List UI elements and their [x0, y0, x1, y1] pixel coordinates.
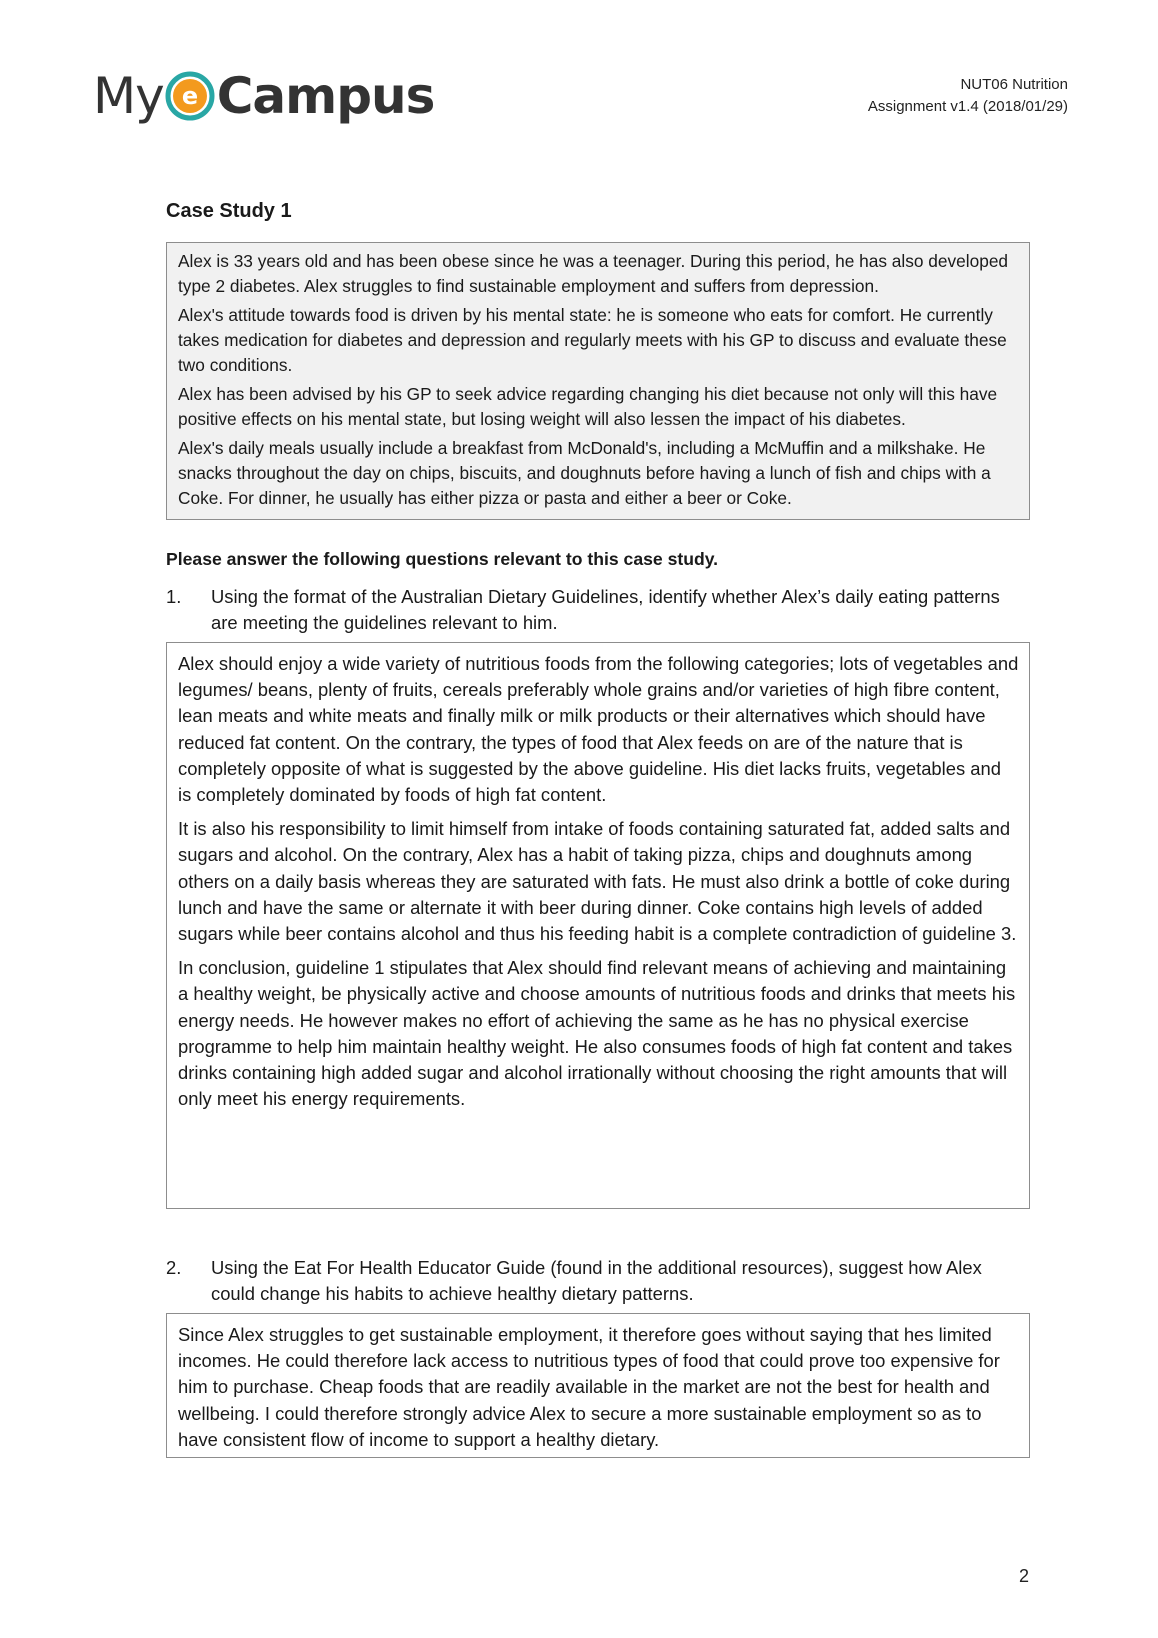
case-study-box	[166, 242, 1030, 520]
question-number: 2.	[166, 1257, 182, 1278]
answer-box-1[interactable]	[166, 642, 1030, 1209]
answer-paragraph: In conclusion, guideline 1 stipulates that Alex should find relevant means of achieving and maintaining a healthy weight, be physically active and choose amounts of nutritious foods and drinks that meets his energy needs. He however makes no effort of achieving the same as he has no physical exercise programme to help him maintain healthy weight. He also consumes foods of high fat content and takes drinks containing high added sugar and alcohol irrationally without choosing the right amounts that will only meet his energy requirements.	[178, 957, 1016, 1110]
logo-e-letter: e	[181, 82, 198, 110]
course-code: NUT06 Nutrition	[960, 76, 1068, 93]
question-text: Using the Eat For Health Educator Guide (found in the additional resources), suggest how Alex could change his habits to achieve healthy dietary patterns.	[211, 1257, 982, 1304]
logo-e-icon	[165, 71, 215, 121]
instruction-text: Please answer the following questions relevant to this case study.	[166, 549, 719, 569]
case-study-paragraph: Alex is 33 years old and has been obese since he was a teenager. During this period, he has also developed type 2 diabetes. Alex struggles to find sustainable employment and suffers from depression.	[178, 251, 1009, 296]
case-study-paragraph: Alex has been advised by his GP to seek advice regarding changing his diet because not only will this have positive effects on his mental state, but losing weight will also lessen the impact of his diabetes.	[178, 384, 998, 429]
logo-my-text: My	[93, 67, 164, 125]
question-1	[166, 584, 1030, 636]
answer-paragraph: It is also his responsibility to limit himself from intake of foods containing saturated fat, added salts and sugars and alcohol. On the contrary, Alex has a habit of taking pizza, chips and doughnuts among others on a daily basis whereas they are saturated with fats. He must also drink a bottle of coke during lunch and have the same or alternate it with beer during dinner. Coke contains high levels of added sugars while beer contains alcohol and thus his feeding habit is a complete contradiction of guideline 3.	[178, 818, 1017, 945]
assignment-version: Assignment v1.4 (2018/01/29)	[867, 98, 1068, 115]
document-header-info	[868, 74, 1068, 118]
case-study-paragraph: Alex's daily meals usually include a breakfast from McDonald's, including a McMuffin and a milkshake. He snacks throughout the day on chips, biscuits, and doughnuts before having a lunch of fish and chips with a Coke. For dinner, he usually has either pizza or pasta and either a beer or Coke.	[178, 438, 991, 508]
answer-paragraph: Since Alex struggles to get sustainable employment, it therefore goes without saying that hes limited incomes. He could therefore lack access to nutritious types of food that could prove too expensive for him to purchase. Cheap foods that are readily available in the market are not the best for health and wellbeing. I could therefore strongly advice Alex to secure a more sustainable employment so as to have consistent flow of income to support a healthy dietary.	[178, 1324, 1000, 1450]
page-number: 2	[1018, 1566, 1029, 1586]
question-2	[166, 1255, 1030, 1307]
answer-paragraph: Alex should enjoy a wide variety of nutritious foods from the following categories; lots of vegetables and legumes/ beans, plenty of fruits, cereals preferably whole grains and/or varieties of high fibre content, lean meats and white meats and finally milk or milk products or their alternatives which should have reduced fat content. On the contrary, the types of food that Alex feeds on are of the nature that is completely opposite of what is suggested by the above guideline. His diet lacks fruits, vegetables and is completely dominated by foods of high fat content.	[178, 653, 1019, 806]
question-text: Using the format of the Australian Dietary Guidelines, identify whether Alex’s daily eating patterns are meeting the guidelines relevant to him.	[211, 586, 1000, 633]
case-study-paragraph: Alex's attitude towards food is driven by his mental state: he is someone who eats for comfort. He currently takes medication for diabetes and depression and regularly meets with his GP to discuss and evaluate these two conditions.	[178, 305, 1007, 375]
main-content	[166, 196, 1030, 1458]
case-study-title: Case Study 1	[166, 200, 292, 222]
logo-campus-text: Campus	[216, 67, 435, 125]
answer-box-2[interactable]	[166, 1313, 1030, 1458]
mycampus-logo	[93, 66, 434, 126]
question-number: 1.	[166, 586, 182, 607]
